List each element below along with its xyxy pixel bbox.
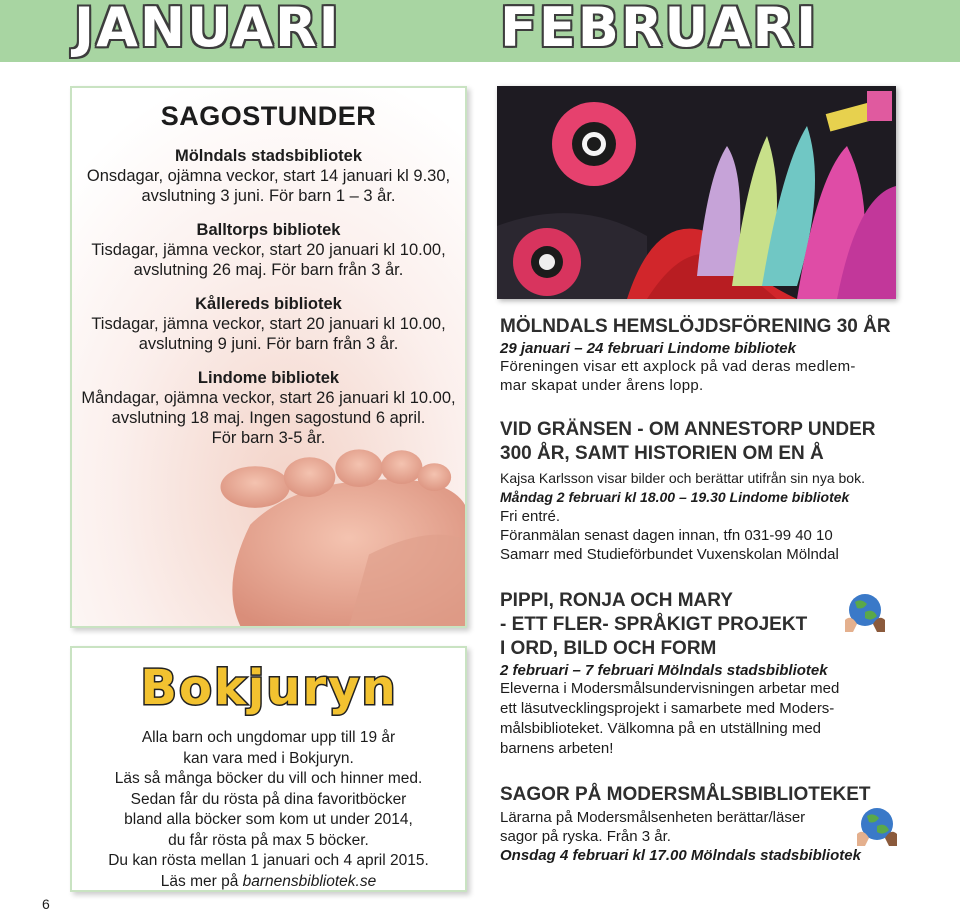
bokjuryn-logo-text: Bokjuryn bbox=[139, 660, 398, 716]
month-february: FEBRUARI bbox=[500, 0, 819, 59]
bokjuryn-line: bland alla böcker som kom ut under 2014, bbox=[124, 811, 413, 828]
library-line: Onsdagar, ojämna veckor, start 14 januari kl 9.30, bbox=[86, 167, 451, 185]
bokjuryn-link[interactable]: barnensbibliotek.se bbox=[242, 872, 377, 890]
hemslojd-line: mar skapat under årens lopp. bbox=[500, 377, 704, 394]
granser-title: VID GRÄNSEN - OM ANNESTORP UNDER bbox=[500, 419, 876, 440]
sagor-date: Onsdag 4 februari kl 17.00 Mölndals stadsbibliotek bbox=[500, 847, 861, 864]
sagostunder-title: SAGOSTUNDER bbox=[160, 101, 377, 131]
granser-date: Måndag 2 februari kl 18.00 – 19.30 Lindome bibliotek bbox=[500, 489, 850, 505]
bokjuryn-line: Du kan rösta mellan 1 januari och 4 april 2015. bbox=[108, 852, 429, 869]
pippi-date: 2 februari – 7 februari Mölndals stadsbibliotek bbox=[500, 662, 828, 679]
library-line: avslutning 26 maj. För barn från 3 år. bbox=[133, 261, 404, 279]
hemslojd-title: MÖLNDALS HEMSLÖJDSFÖRENING 30 ÅR bbox=[500, 316, 891, 337]
bokjuryn-logo bbox=[124, 656, 414, 718]
crochet-flower bbox=[513, 228, 581, 296]
granser-line: Samarr med Studieförbundet Vuxenskolan Mölndal bbox=[500, 546, 839, 563]
library-line: avslutning 3 juni. För barn 1 – 3 år. bbox=[141, 187, 396, 205]
library-line: Måndagar, ojämna veckor, start 26 januari kl 10.00, bbox=[81, 389, 456, 407]
granser-line: Föranmälan senast dagen innan, tfn 031-99 40 10 bbox=[500, 527, 833, 544]
sagor-line: sagor på ryska. Från 3 år. bbox=[500, 828, 671, 845]
bokjuryn-line: du får rösta på max 5 böcker. bbox=[168, 831, 369, 849]
library-line: avslutning 9 juni. För barn från 3 år. bbox=[138, 335, 399, 353]
globe-hands-icon bbox=[843, 590, 887, 634]
hemslojd-date: 29 januari – 24 februari Lindome bibliotek bbox=[500, 340, 796, 357]
granser-title: 300 ÅR, SAMT HISTORIEN OM EN Å bbox=[500, 443, 824, 464]
pippi-line: Eleverna i Modersmålsundervisningen arbetar med bbox=[500, 680, 840, 697]
library-line: Tisdagar, jämna veckor, start 20 januari kl 10.00, bbox=[91, 315, 446, 333]
yarn-photo bbox=[497, 86, 896, 299]
crochet-flower bbox=[552, 102, 636, 186]
bokjuryn-line: Läs så många böcker du vill och hinner med. bbox=[114, 770, 423, 787]
bokjuryn-line: Sedan får du rösta på dina favoritböcker bbox=[130, 790, 407, 808]
granser-line: Kajsa Karlsson visar bilder och berättar utifrån sin nya bok. bbox=[500, 470, 865, 486]
sagostunder-box bbox=[70, 86, 467, 628]
bokjuryn-text bbox=[72, 728, 465, 892]
month-january: JANUARI bbox=[74, 0, 341, 59]
bokjuryn-more-prefix: Läs mer på bbox=[160, 872, 243, 890]
hemslojd-line: Föreningen visar ett axplock på vad deras medlem- bbox=[500, 358, 856, 375]
sagor-section bbox=[500, 784, 900, 865]
library-entry bbox=[72, 146, 465, 206]
page-number: 6 bbox=[42, 896, 50, 911]
pippi-section bbox=[500, 589, 900, 759]
bokjuryn-line: kan vara med i Bokjuryn. bbox=[183, 749, 354, 767]
pippi-line: målsbiblioteket. Välkomna på en utställning med bbox=[500, 720, 822, 737]
globe-hands-icon bbox=[855, 804, 899, 848]
library-entry bbox=[72, 220, 465, 280]
bokjuryn-more bbox=[72, 872, 465, 893]
library-line: avslutning 18 maj. Ingen sagostund 6 april. bbox=[111, 409, 426, 427]
library-name: Lindome bibliotek bbox=[197, 369, 340, 387]
pippi-title: PIPPI, RONJA OCH MARY bbox=[500, 590, 733, 611]
library-name: Mölndals stadsbibliotek bbox=[174, 147, 363, 165]
pippi-line: ett läsutvecklingsprojekt i samarbete med Moders- bbox=[500, 700, 835, 717]
pippi-line: barnens arbeten! bbox=[500, 740, 614, 757]
sagor-title: SAGOR PÅ MODERSMÅLSBIBLIOTEKET bbox=[500, 784, 871, 805]
bokjuryn-line: Alla barn och ungdomar upp till 19 år bbox=[141, 729, 396, 746]
hemslojd-section bbox=[500, 316, 900, 395]
pippi-title: I ORD, BILD OCH FORM bbox=[500, 638, 717, 659]
sagor-line: Lärarna på Modersmålsenheten berättar/läser bbox=[500, 809, 806, 826]
bokjuryn-box bbox=[70, 646, 467, 892]
library-line: Tisdagar, jämna veckor, start 20 januari kl 10.00, bbox=[91, 241, 446, 259]
library-name: Kållereds bibliotek bbox=[195, 295, 342, 313]
month-banner bbox=[0, 0, 960, 62]
granser-line: Fri entré. bbox=[500, 508, 561, 525]
library-entry bbox=[72, 368, 465, 448]
granser-section bbox=[500, 418, 900, 564]
library-entry bbox=[72, 294, 465, 354]
pippi-title: - ETT FLER- SPRÅKIGT PROJEKT bbox=[500, 614, 808, 635]
library-name: Balltorps bibliotek bbox=[196, 221, 341, 239]
library-line: För barn 3-5 år. bbox=[211, 429, 326, 447]
